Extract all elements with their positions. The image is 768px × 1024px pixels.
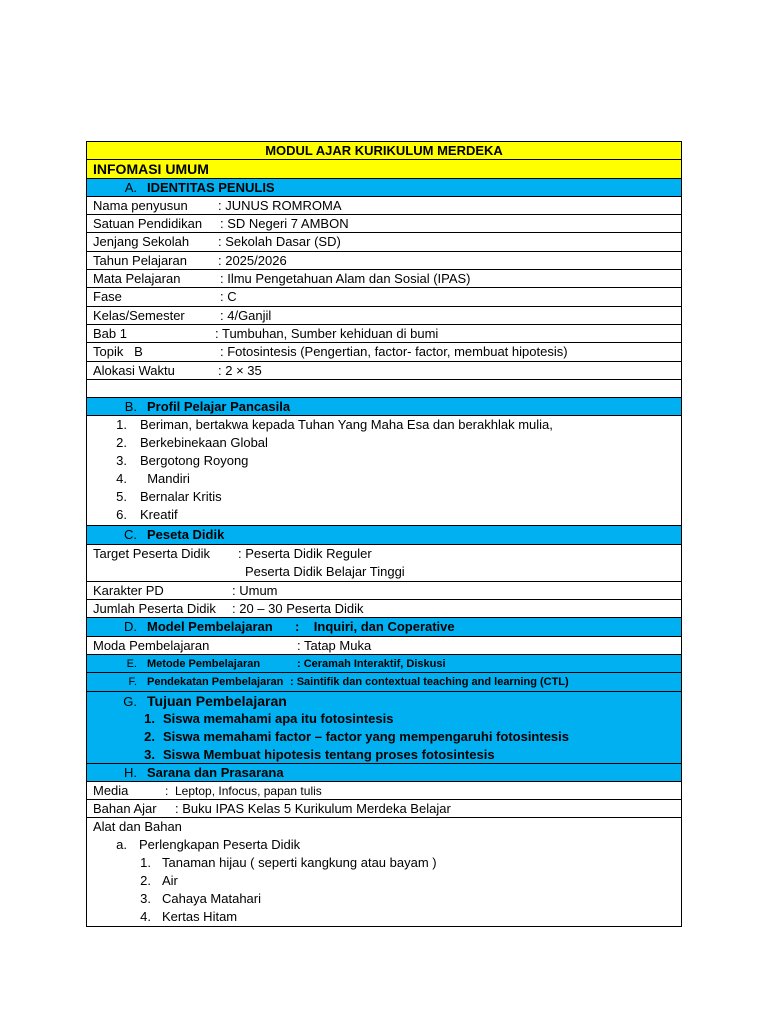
identitas-row (87, 307, 681, 325)
identitas-value: : 2 × 35 (218, 362, 262, 378)
list-item-text: Bergotong Royong (140, 453, 249, 469)
identitas-value: : SD Negeri 7 AMBON (220, 216, 349, 232)
identitas-value: : C (220, 289, 237, 305)
target-peserta-label: Target Peserta Didik (93, 545, 211, 561)
list-item-number: 5. (116, 489, 127, 505)
empty-row (87, 380, 681, 398)
identitas-label: Jenjang Sekolah (93, 234, 190, 250)
list-item-number: 2. (116, 435, 127, 451)
section-e-label: Metode Pembelajaran (147, 657, 261, 670)
list-item-number: 3. (140, 891, 151, 907)
list-item (93, 728, 681, 746)
list-item-text: Siswa Membuat hipotesis tentang proses fotosintesis (163, 746, 495, 762)
list-item-number: 3. (144, 746, 155, 762)
jumlah-row (87, 600, 681, 618)
list-item-text: Siswa memahami factor – factor yang mempengaruhi fotosintesis (163, 728, 570, 744)
list-item-number: 1. (144, 710, 155, 726)
identitas-value: : Fotosintesis (Pengertian, factor- factor, membuat hipotesis) (220, 344, 568, 360)
section-g-letter: G. (123, 693, 137, 709)
list-item-text: Perlengkapan Peserta Didik (139, 837, 301, 853)
section-h-label: Sarana dan Prasarana (147, 764, 284, 780)
bahan-ajar-label: Bahan Ajar (93, 801, 157, 817)
section-d-value: : Inquiri, dan Coperative (295, 619, 455, 635)
section-f-letter: F. (128, 676, 137, 689)
section-d-letter: D. (124, 619, 137, 635)
list-item-text: Siswa memahami apa itu fotosintesis (163, 710, 394, 726)
section-b-letter: B. (124, 399, 137, 415)
identitas-row (87, 325, 681, 343)
media-label: Media (93, 782, 129, 798)
identitas-value: : Ilmu Pengetahuan Alam dan Sosial (IPAS) (220, 271, 471, 287)
identitas-value: : 4/Ganjil (220, 307, 272, 323)
karakter-row (87, 582, 681, 600)
section-c-heading (87, 526, 681, 544)
moda-label: Moda Pembelajaran (93, 637, 210, 653)
identitas-label: Alokasi Waktu (93, 362, 175, 378)
identitas-row (87, 233, 681, 251)
alat-bahan-label: Alat dan Bahan (93, 819, 182, 835)
list-item (93, 854, 681, 872)
list-item-number: 4. (116, 471, 127, 487)
media-row (87, 782, 681, 800)
section-c-label: Peseta Didik (147, 527, 225, 543)
list-item (93, 872, 681, 890)
moda-row (87, 637, 681, 655)
identitas-label: Tahun Pelajaran (93, 252, 187, 268)
list-item-text: Beriman, bertakwa kepada Tuhan Yang Maha Esa dan berakhlak mulia, (140, 417, 553, 433)
list-item (87, 434, 681, 452)
identitas-row (87, 252, 681, 270)
section-e-value: : Ceramah Interaktif, Diskusi (297, 657, 446, 670)
section-f-heading (87, 673, 681, 691)
list-item (93, 746, 681, 764)
identitas-label: Mata Pelajaran (93, 271, 181, 287)
section-h-heading (87, 764, 681, 782)
identitas-label: Bab 1 (93, 325, 127, 341)
identitas-label: Kelas/Semester (93, 307, 185, 323)
identitas-value: : JUNUS ROMROMA (218, 197, 342, 213)
target-peserta-row (87, 545, 681, 582)
list-item-number: a. (116, 837, 127, 853)
list-item (87, 452, 681, 470)
list-item-text: Bernalar Kritis (140, 489, 222, 505)
list-item-number: 4. (140, 909, 151, 925)
list-item (87, 470, 681, 488)
list-item-text: Mandiri (140, 471, 190, 487)
list-item-text: Cahaya Matahari (162, 891, 261, 907)
list-item (93, 710, 681, 728)
bahan-ajar-value: : Buku IPAS Kelas 5 Kurikulum Merdeka Belajar (175, 801, 451, 817)
list-item (93, 890, 681, 908)
identitas-value: : Sekolah Dasar (SD) (218, 234, 341, 250)
module-table (86, 141, 682, 927)
section-f-label: Pendekatan Pembelajaran (147, 676, 284, 689)
profil-list (87, 416, 681, 526)
karakter-label: Karakter PD (93, 582, 164, 598)
identitas-row (87, 197, 681, 215)
identitas-row (87, 288, 681, 306)
section-d-heading (87, 618, 681, 636)
identitas-label: Satuan Pendidikan (93, 216, 203, 232)
identitas-row (87, 215, 681, 233)
identitas-row (87, 270, 681, 288)
list-item-text: Air (162, 873, 178, 889)
alat-bahan-block (87, 818, 681, 926)
section-g-block (87, 692, 681, 764)
info-umum-heading: INFOMASI UMUM (87, 160, 681, 178)
list-item (87, 506, 681, 524)
jumlah-label: Jumlah Peserta Didik (93, 601, 216, 617)
section-h-letter: H. (124, 764, 137, 780)
identitas-row (87, 343, 681, 361)
section-b-heading (87, 398, 681, 416)
list-item (87, 488, 681, 506)
moda-value: : Tatap Muka (297, 637, 372, 653)
section-g-label: Tujuan Pembelajaran (147, 692, 287, 709)
list-item-number: 2. (144, 728, 155, 744)
target-peserta-value: : Peserta Didik Reguler (238, 545, 372, 561)
karakter-value: : Umum (232, 582, 278, 598)
jumlah-value: : 20 – 30 Peserta Didik (232, 601, 364, 617)
list-item-text: Berkebinekaan Global (140, 435, 268, 451)
list-item (93, 836, 681, 854)
identitas-value: : 2025/2026 (218, 252, 287, 268)
section-c-letter: C. (124, 527, 137, 543)
section-a-label: IDENTITAS PENULIS (147, 179, 275, 195)
bahan-ajar-row (87, 800, 681, 818)
section-a-letter: A. (124, 179, 137, 195)
list-item-number: 3. (116, 453, 127, 469)
section-a-heading (87, 179, 681, 197)
list-item-text: Kreatif (140, 507, 178, 523)
target-peserta-value-2: Peserta Didik Belajar Tinggi (245, 563, 405, 579)
list-item-text: Tanaman hijau ( seperti kangkung atau bayam ) (162, 855, 437, 871)
identitas-row (87, 362, 681, 380)
section-f-value: : Saintifik dan contextual teaching and learning (CTL) (290, 676, 569, 689)
module-title: MODUL AJAR KURIKULUM MERDEKA (87, 142, 681, 160)
section-b-label: Profil Pelajar Pancasila (147, 399, 291, 415)
identitas-value: : Tumbuhan, Sumber kehiduan di bumi (215, 325, 439, 341)
list-item-number: 2. (140, 873, 151, 889)
identitas-label: Fase (93, 289, 122, 305)
section-d-label: Model Pembelajaran (147, 619, 273, 635)
list-item-text: Kertas Hitam (162, 909, 238, 925)
list-item-number: 6. (116, 507, 127, 523)
section-e-letter: E. (126, 657, 137, 670)
list-item (93, 908, 681, 926)
list-item-number: 1. (140, 855, 151, 871)
identitas-label: Topik B (93, 344, 143, 360)
section-e-heading (87, 655, 681, 673)
list-item-number: 1. (116, 417, 127, 433)
media-value: : Leptop, Infocus, papan tulis (165, 783, 322, 798)
list-item (87, 416, 681, 434)
identitas-label: Nama penyusun (93, 197, 188, 213)
